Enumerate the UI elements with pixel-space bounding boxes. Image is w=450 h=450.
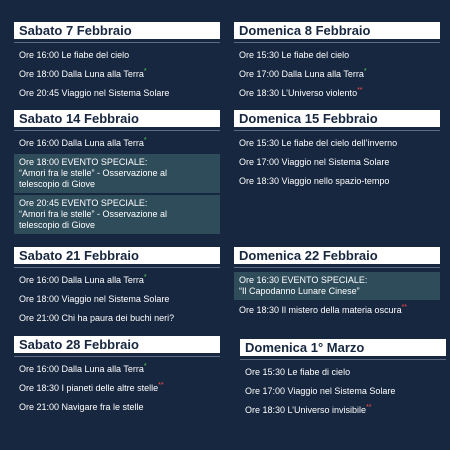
day-title: Sabato 7 Febbraio bbox=[14, 22, 220, 39]
event-text: Ore 17:00 Viaggio nel Sistema Solare bbox=[239, 157, 390, 167]
event-list bbox=[234, 131, 440, 190]
event-text: Ore 16:00 Dalla Luna alla Terra bbox=[19, 275, 144, 285]
day-title: Domenica 15 Febbraio bbox=[234, 110, 440, 127]
event-list bbox=[14, 268, 220, 327]
special-event-line: telescopio di Giove bbox=[19, 179, 96, 189]
special-event-item bbox=[234, 272, 440, 300]
event-item bbox=[234, 135, 440, 152]
day-title: Sabato 28 Febbraio bbox=[14, 336, 220, 353]
special-event-line: telescopio di Giove bbox=[19, 220, 96, 230]
event-list bbox=[240, 360, 446, 419]
day-card bbox=[234, 247, 440, 321]
event-item bbox=[240, 364, 446, 381]
event-text: Ore 21:00 Chi ha paura dei buchi neri? bbox=[19, 313, 175, 323]
event-text: Ore 20:45 Viaggio nel Sistema Solare bbox=[19, 88, 170, 98]
red-asterisk-marker: ** bbox=[366, 404, 372, 411]
event-text: Ore 16:00 Dalla Luna alla Terra bbox=[19, 138, 144, 148]
event-item bbox=[14, 361, 220, 378]
day-card bbox=[14, 22, 220, 104]
event-text: Ore 18:30 L’Universo invisibile bbox=[245, 405, 367, 415]
event-text: Ore 18:30 Il mistero della materia oscura bbox=[239, 305, 402, 315]
event-text: Ore 18:30 I pianeti delle altre stelle bbox=[19, 383, 159, 393]
event-item bbox=[234, 154, 440, 171]
event-item bbox=[234, 47, 440, 64]
event-item bbox=[234, 302, 440, 319]
event-item bbox=[240, 383, 446, 400]
special-event-line: Ore 20:45 EVENTO SPECIALE: bbox=[19, 198, 148, 208]
event-item bbox=[240, 402, 446, 419]
event-list bbox=[234, 268, 440, 319]
event-text: Ore 18:00 Dalla Luna alla Terra bbox=[19, 69, 144, 79]
day-title: Sabato 21 Febbraio bbox=[14, 247, 220, 264]
day-card bbox=[240, 339, 446, 421]
special-event-line: “Amori fra le stelle” - Osservazione al bbox=[19, 168, 168, 178]
special-event-line: Ore 18:00 EVENTO SPECIALE: bbox=[19, 157, 148, 167]
event-text: Ore 21:00 Navigare fra le stelle bbox=[19, 402, 144, 412]
event-item bbox=[14, 291, 220, 308]
special-event-line: Ore 16:30 EVENTO SPECIALE: bbox=[239, 275, 368, 285]
day-card bbox=[14, 247, 220, 329]
event-list bbox=[14, 131, 220, 234]
day-card bbox=[14, 110, 220, 236]
event-text: Ore 15:30 Le fiabe del cielo bbox=[239, 50, 350, 60]
day-title: Domenica 8 Febbraio bbox=[234, 22, 440, 39]
event-text: Ore 16:00 Dalla Luna alla Terra bbox=[19, 364, 144, 374]
event-item bbox=[14, 66, 220, 83]
event-text: Ore 15:30 Le fiabe del cielo dell’inverno bbox=[239, 138, 398, 148]
event-list bbox=[234, 43, 440, 102]
day-title: Sabato 14 Febbraio bbox=[14, 110, 220, 127]
day-card bbox=[234, 110, 440, 192]
event-text: Ore 18:30 Viaggio nello spazio-tempo bbox=[239, 176, 390, 186]
event-item bbox=[234, 66, 440, 83]
event-item bbox=[14, 380, 220, 397]
green-asterisk-marker: * bbox=[363, 68, 367, 75]
green-asterisk-marker: * bbox=[143, 137, 147, 144]
day-card bbox=[234, 22, 440, 104]
day-card bbox=[14, 336, 220, 418]
green-asterisk-marker: * bbox=[143, 274, 147, 281]
green-asterisk-marker: * bbox=[143, 68, 147, 75]
event-item bbox=[14, 85, 220, 102]
special-event-line: “Il Capodanno Lunare Cinese” bbox=[239, 286, 360, 296]
event-item bbox=[14, 272, 220, 289]
event-item bbox=[14, 399, 220, 416]
event-item bbox=[234, 173, 440, 190]
event-text: Ore 15:30 Le fiabe di cielo bbox=[245, 367, 351, 377]
red-asterisk-marker: ** bbox=[401, 304, 408, 311]
special-event-item bbox=[14, 154, 220, 193]
event-text: Ore 18:00 Viaggio nel Sistema Solare bbox=[19, 294, 170, 304]
special-event-line: “Amori fra le stelle” - Osservazione al bbox=[19, 209, 168, 219]
event-list bbox=[14, 43, 220, 102]
event-text: Ore 16:00 Le fiabe del cielo bbox=[19, 50, 130, 60]
red-asterisk-marker: ** bbox=[357, 87, 363, 94]
special-event-item bbox=[14, 195, 220, 234]
event-text: Ore 17:00 Dalla Luna alla Terra bbox=[239, 69, 364, 79]
day-title: Domenica 22 Febbraio bbox=[234, 247, 440, 264]
event-text: Ore 18:30 L’Universo violento bbox=[239, 88, 358, 98]
event-item bbox=[14, 135, 220, 152]
event-text: Ore 17:00 Viaggio nel Sistema Solare bbox=[245, 386, 396, 396]
event-item bbox=[234, 85, 440, 102]
event-item bbox=[14, 310, 220, 327]
day-title: Domenica 1° Marzo bbox=[240, 339, 446, 356]
event-item bbox=[14, 47, 220, 64]
green-asterisk-marker: * bbox=[143, 363, 147, 370]
event-list bbox=[14, 357, 220, 416]
red-asterisk-marker: ** bbox=[158, 382, 164, 389]
